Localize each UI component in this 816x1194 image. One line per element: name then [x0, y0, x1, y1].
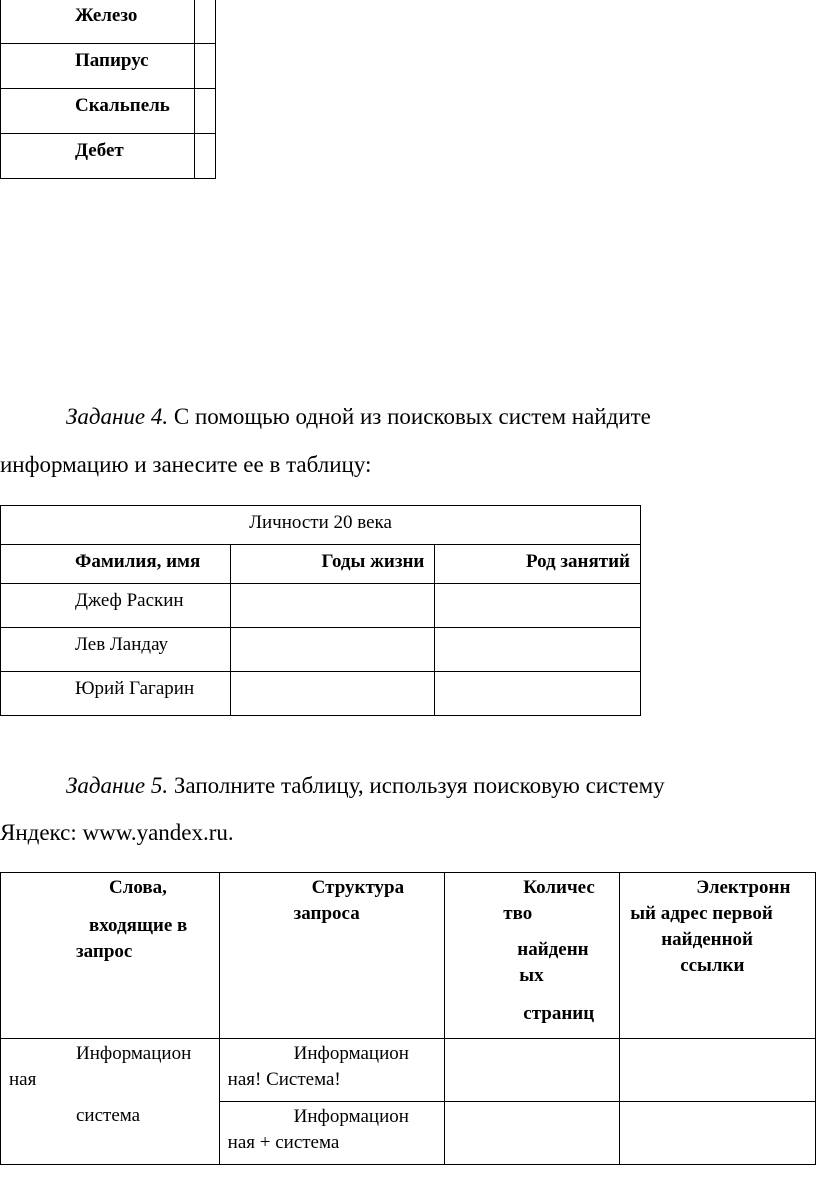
years-cell[interactable]: [230, 584, 435, 628]
person-name: Юрий Гагарин: [1, 672, 231, 716]
occupation-cell[interactable]: [435, 628, 641, 672]
header-words: Слова, входящие в запрос: [1, 873, 220, 1039]
pages-count-cell[interactable]: [445, 1102, 620, 1165]
task5-text: Заполните таблицу, используя поисковую систему: [168, 773, 665, 798]
top-table-cell: Дебет: [1, 134, 195, 179]
yandex-table: [0, 872, 816, 1165]
first-link-cell[interactable]: [620, 1102, 816, 1165]
task4-line1: [66, 404, 651, 430]
empty-cell: [194, 134, 215, 179]
empty-cell: [194, 89, 215, 134]
person-name: Джеф Раскин: [1, 584, 231, 628]
header-query-structure: Структура запроса: [219, 873, 445, 1039]
task4-label: Задание 4.: [66, 404, 169, 429]
first-link-cell[interactable]: [620, 1039, 816, 1102]
person-name: Лев Ландау: [1, 628, 231, 672]
task5-label: Задание 5.: [66, 773, 169, 798]
years-cell[interactable]: [230, 628, 435, 672]
occupation-cell[interactable]: [435, 672, 641, 716]
header-years: Годы жизни: [230, 545, 435, 584]
header-first-link: Электронн ый адрес первой найденной ссылки: [620, 873, 816, 1039]
top-table-cell: Папирус: [1, 44, 195, 89]
task4-line2: информацию и занесите ее в таблицу:: [0, 452, 372, 477]
task5-line2: Яндекс: www.yandex.ru.: [0, 820, 234, 845]
persons-table: [0, 505, 641, 716]
top-table: [0, 0, 216, 179]
top-table-cell: Скальпель: [1, 89, 195, 134]
empty-cell: [194, 44, 215, 89]
header-pages-count: Количес тво найденн ых страниц: [445, 873, 620, 1039]
top-table-cell: Железо: [1, 0, 195, 44]
years-cell[interactable]: [230, 672, 435, 716]
pages-count-cell[interactable]: [445, 1039, 620, 1102]
words-cell: Информацион ная система: [1, 1039, 220, 1165]
empty-cell: [194, 0, 215, 44]
header-name: Фамилия, имя: [1, 545, 231, 584]
query-cell: Информацион ная + система: [219, 1102, 445, 1165]
task4-text: С помощью одной из поисковых систем найдите: [168, 404, 651, 429]
query-cell: Информацион ная! Система!: [219, 1039, 445, 1102]
header-occupation: Род занятий: [435, 545, 641, 584]
task5-line1: [66, 773, 665, 799]
occupation-cell[interactable]: [435, 584, 641, 628]
table-caption: Личности 20 века: [1, 506, 641, 545]
